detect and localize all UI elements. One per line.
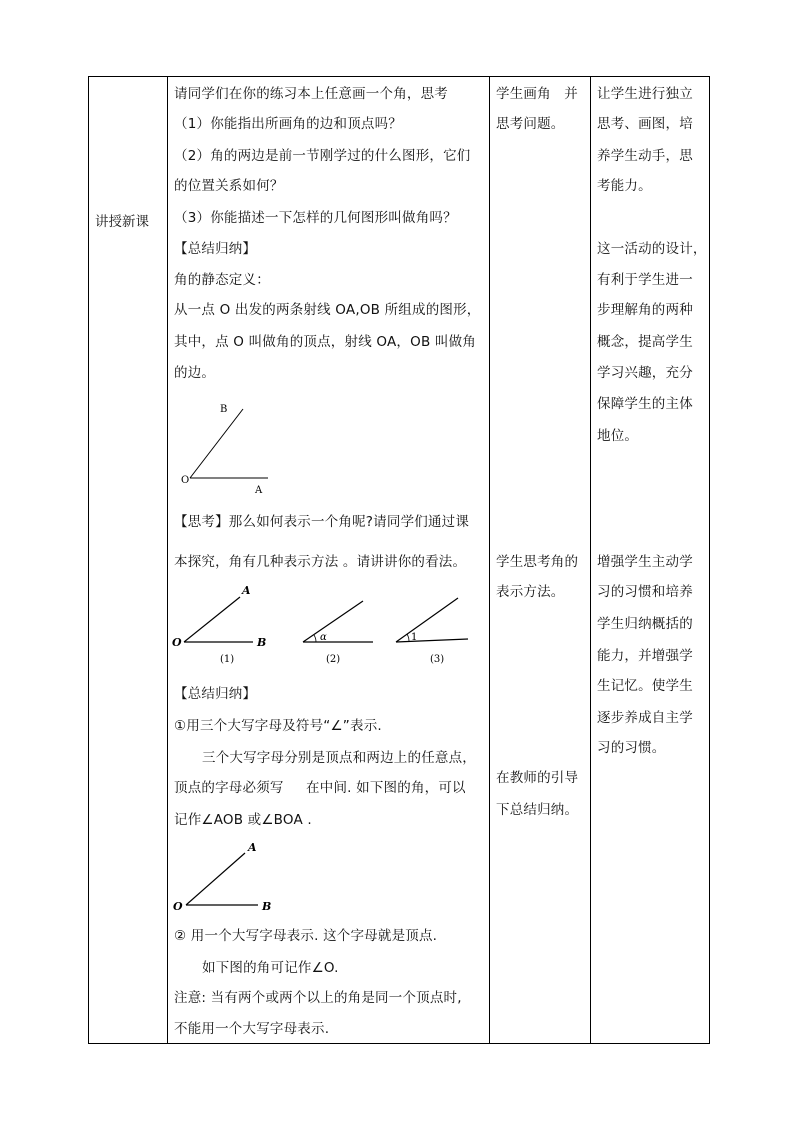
fig2b-arc [314,635,316,642]
student-a-1: 学生画角 并 [496,86,578,102]
intent-c-2: 习的习惯和培养 [597,584,693,600]
section-cell [89,77,168,1044]
section-label: 讲授新课 [95,214,149,230]
summary-heading-2: 【总结归纳】 [174,686,257,702]
intent-b-1: 这一活动的设计， [597,241,707,257]
intent-b-5: 学习兴趣，充分 [597,365,693,381]
static-definition-title: 角的静态定义： [174,272,270,288]
method-2: ② 用一个大写字母表示. 这个字母就是顶点. [174,928,438,944]
design-intent-cell [591,77,710,1044]
intent-c-7: 习的习惯。 [597,740,666,756]
intent-b-4: 概念，提高学生 [597,334,693,350]
fig3-label-a: A [248,841,257,854]
intent-c-3: 学生归纳概括的 [597,616,693,632]
intent-b-2: 有利于学生进一 [597,272,693,288]
summary-heading-1: 【总结归纳】 [174,241,257,257]
ray-ob [190,409,243,478]
method-1-line-1: 三个大写字母分别是顶点和两边上的任意点， [202,750,476,766]
student-c-1: 在教师的引导 [496,770,579,786]
definition-line-1: 从一点 O 出发的两条射线 OA,OB 所组成的图形， [174,302,481,318]
intent-c-4: 能力，并增强学 [597,648,693,664]
fig2-label-b: B [257,636,267,649]
fig2b-ray-up [303,601,363,642]
method-1: ①用三个大写字母及符号“∠”表示. [174,718,382,734]
student-activity-cell [490,77,591,1044]
fig2-label-a: A [242,584,251,597]
question-3: （3）你能描述一下怎样的几何图形叫做角吗？ [174,210,457,226]
fig2c-arc [407,634,409,641]
fig2-alpha: α [320,632,327,643]
intent-b-3: 步理解角的两种 [597,302,693,318]
question-2-line-1: （2）角的两边是前一节刚学过的什么图形，它们 [174,148,471,164]
lesson-plan-table [88,76,710,1044]
angle-figure-2 [168,582,489,672]
method-2-line-1: 如下图的角可记作∠O. [202,960,339,976]
intent-b-7: 地位。 [597,428,639,444]
question-2-line-2: 的位置关系如何？ [174,178,284,194]
student-c-2: 下总结归纳。 [496,802,579,818]
note-line-2: 不能用一个大写字母表示. [174,1021,330,1037]
definition-line-3: 的边。 [174,365,216,381]
label-a: A [255,485,263,496]
intent-a-1: 让学生进行独立 [597,86,693,102]
fig2-one: 1 [411,632,418,643]
fig2-caption-2: (2) [326,654,341,665]
intent-b-6: 保障学生的主体 [597,396,693,412]
method-1-line-2: 顶点的字母必须写 在中间. 如下图的角，可以 [174,780,466,796]
intent-c-6: 逐步养成自主学 [597,710,693,726]
method-1-line-3: 记作∠AOB 或∠BOA . [174,812,312,828]
note-line-1: 注意: 当有两个或两个以上的角是同一个顶点时, [174,990,462,1006]
student-a-2: 思考问题。 [496,116,565,132]
intent-a-4: 考能力。 [597,178,652,194]
angle-figure-1 [168,397,489,497]
label-b: B [220,404,228,415]
student-b-2: 表示方法。 [496,584,565,600]
fig2-caption-1: (1) [220,654,235,665]
fig2-label-o: O [172,636,182,649]
fig2c-ray-up [396,598,458,642]
intro-text: 请同学们在你的练习本上任意画一个角，思考 [174,86,448,102]
label-o: O [181,475,190,486]
fig3-label-o: O [173,900,183,913]
definition-line-2: 其中，点 O 叫做角的顶点，射线 OA，OB 叫做角 [174,334,477,350]
fig2a-ray-up [184,597,240,642]
fig2c-ray-right [396,639,468,642]
intent-c-5: 生记忆。使学生 [597,678,693,694]
fig2-caption-3: (3) [430,654,445,665]
intent-a-2: 思考、画图，培 [597,116,693,132]
question-1: （1）你能指出所画角的边和顶点吗？ [174,116,402,132]
intent-c-1: 增强学生主动学 [597,554,693,570]
fig3-label-b: B [262,900,272,913]
intent-a-3: 养学生动手，思 [597,148,693,164]
student-b-1: 学生思考角的 [496,554,579,570]
think-line-2: 本探究，角有几种表示方法 。请讲讲你的看法。 [174,554,467,570]
teacher-activity-cell [168,77,490,1044]
angle-figure-3 [168,837,489,917]
think-line-1: 【思考】那么如何表示一个角呢?请同学们通过课 [174,514,470,530]
fig3-ray-up [186,853,245,905]
